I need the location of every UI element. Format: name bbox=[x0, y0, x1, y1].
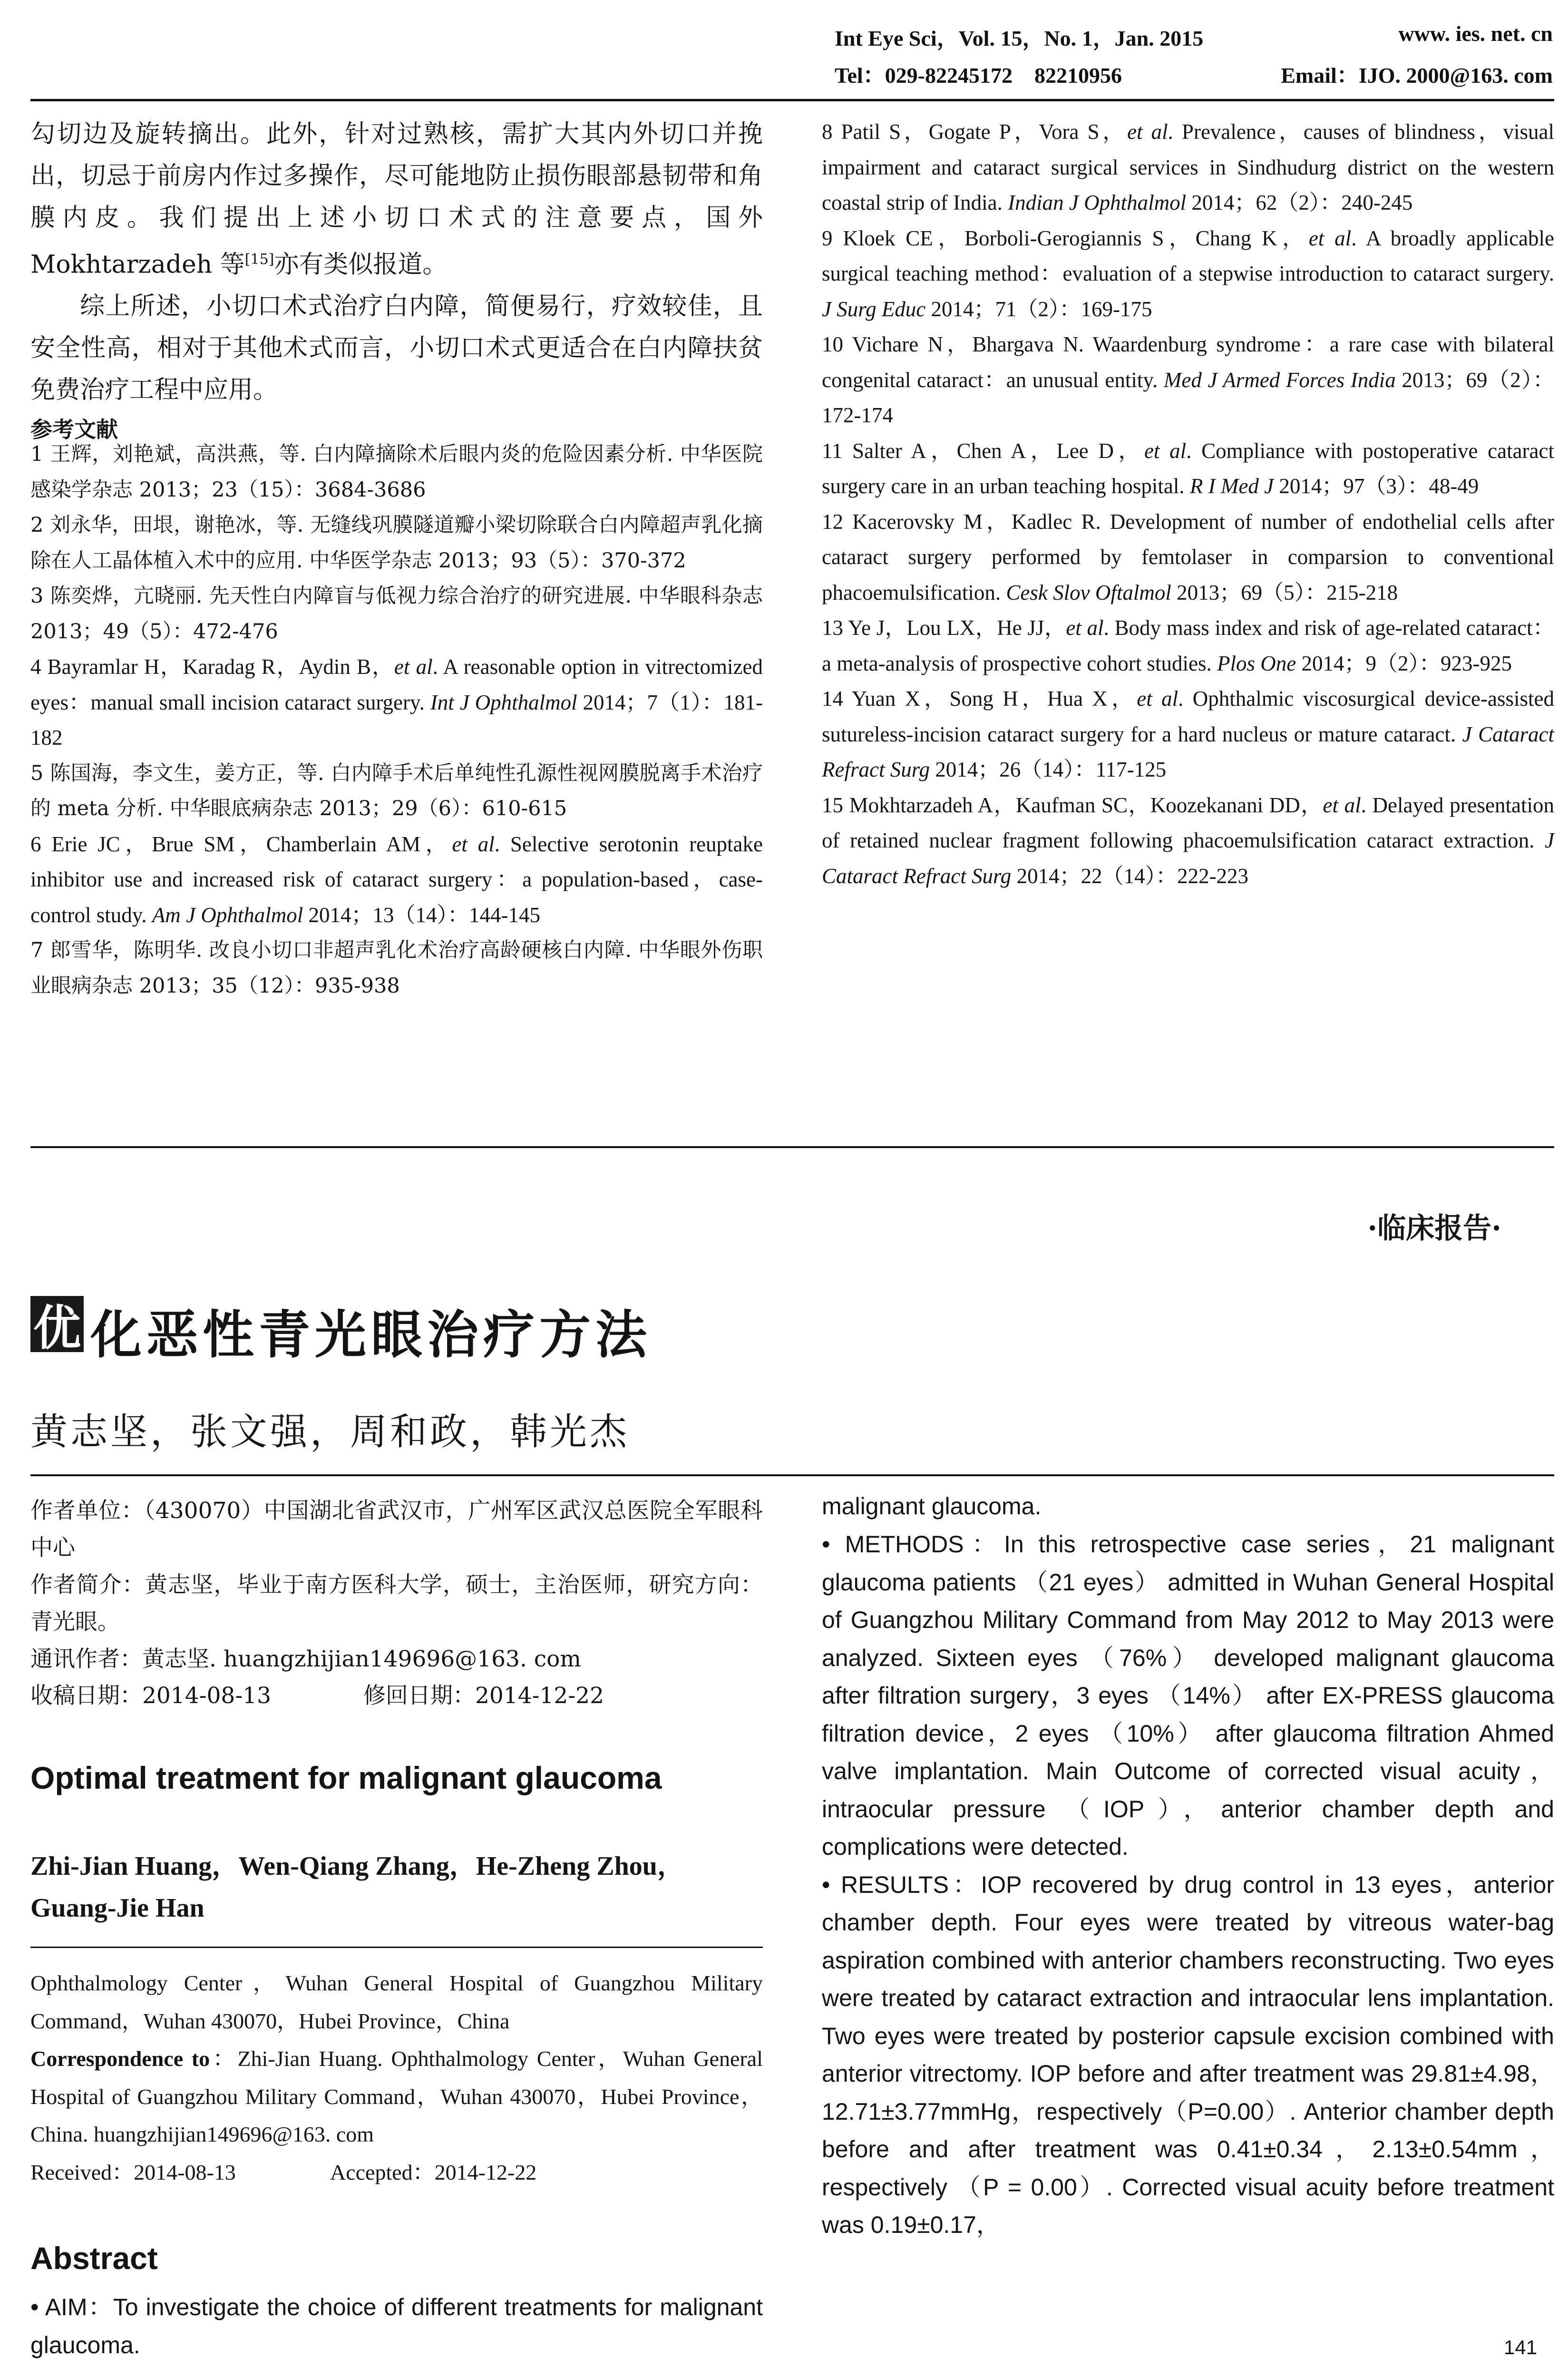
section-tag: ·临床报告· bbox=[1367, 1212, 1501, 1245]
references-heading: 参考文献 bbox=[30, 417, 118, 443]
article-title-zh: 化恶性青光眼治疗方法 bbox=[90, 1305, 652, 1365]
authors-en-block bbox=[30, 1845, 763, 1929]
affiliation-en-block bbox=[30, 1964, 763, 2191]
title-rule bbox=[30, 1474, 1554, 1476]
references-list-left bbox=[30, 437, 763, 1003]
authors-zh: 黄志坚，张文强，周和政，韩光杰 bbox=[30, 1411, 630, 1453]
header-rule bbox=[30, 99, 1554, 101]
reference-item: 13 Ye J，Lou LX，He JJ，et al. Body mass index and risk of age-related cataract：a meta-analysis of prospective cohort studies. Plos One 2014；9（2）：923-925 bbox=[822, 616, 1554, 675]
paragraph: 综上所述，小切口术式治疗白内障，简便易行，疗效较佳，且安全性高，相对于其他术式而言，小切口术式更适合在白内障扶贫免费治疗工程中应用。 bbox=[30, 292, 763, 405]
journal-website: www. ies. net. cn bbox=[1398, 21, 1553, 46]
author-bio-zh: 作者简介：黄志坚，毕业于南方医科大学，硕士，主治医师，研究方向：青光眼。 bbox=[30, 1572, 763, 1635]
journal-tel: Tel：029-82245172 82210956 bbox=[835, 63, 1122, 88]
reference-item: 5 陈国海，李文生，姜方正，等. 白内障手术后单纯性孔源性视网膜脱离手术治疗的 meta 分析. 中华眼底病杂志 2013；29（6）：610-615 bbox=[30, 761, 763, 820]
reference-item: 10 Vichare N，Bhargava N. Waardenburg syndrome：a rare case with bilateral congenital cataract：an unusual entity. Med J Armed Forces India 2013；69（2）：172-174 bbox=[822, 332, 1554, 427]
article-title-en: Optimal treatment for malignant glaucoma bbox=[30, 1760, 662, 1795]
abstract-right-column bbox=[822, 1488, 1554, 2244]
previous-article-conclusion bbox=[30, 113, 763, 446]
reference-item: 3 陈奕烨，亢晓丽. 先天性白内障盲与低视力综合治疗的研究进展. 中华眼科杂志 2013；49（5）：472-476 bbox=[30, 584, 763, 643]
accepted-date-en: Accepted：2014-12-22 bbox=[330, 2160, 537, 2184]
author-info-zh bbox=[30, 1492, 763, 1710]
article-divider bbox=[30, 1146, 1554, 1148]
abstract-aim-continued: malignant glaucoma. bbox=[822, 1493, 1042, 1520]
reference-item: 15 Mokhtarzadeh A，Kaufman SC，Koozekanani DD，et al. Delayed presentation of retained nuclear fragment following phacoemulsification cataract extraction. J Cataract Refract Surg 2014；22（14）：222-223 bbox=[822, 793, 1554, 888]
received-date-en: Received：2014-08-13 bbox=[30, 2160, 236, 2184]
page-number: 141 bbox=[1504, 2336, 1538, 2358]
abstract-heading: Abstract bbox=[30, 2241, 158, 2276]
reference-item: 2 刘永华，田垠，谢艳冰，等. 无缝线巩膜隧道瓣小梁切除联合白内障超声乳化摘除在人工晶体植入术中的应用. 中华医学杂志 2013；93（5）：370-372 bbox=[30, 513, 763, 573]
abstract-aim: • AIM：To investigate the choice of different treatments for malignant glaucoma. bbox=[30, 2294, 763, 2358]
journal-citation: Int Eye Sci，Vol. 15，No. 1，Jan. 2015 bbox=[835, 26, 1204, 50]
reference-item: 14 Yuan X，Song H，Hua X，et al. Ophthalmic viscosurgical device-assisted sutureless-incision cataract surgery for a hard nucleus or mature cataract. J Cataract Refract Surg 2014；26（14）：117-125 bbox=[822, 687, 1554, 781]
abstract-results: • RESULTS：IOP recovered by drug control in 13 eyes，anterior chamber depth. Four eyes were treated by vitreous water-bag aspiration combined with anterior chambers reconstructing. Two eyes were treated by cataract extraction and intraocular lens implantation. Two eyes were treated by posterior capsule excision combined with anterior vitrectomy. IOP before and after treatment was 29.81±4.98，12.71±3.77mmHg，respectively（P=0.00）. Anterior chamber depth before and after treatment was 0.41±0.34，2.13±0.54mm，respectively （P = 0.00）. Corrected visual acuity before treatment was 0.19±0.17， bbox=[822, 1871, 1554, 2238]
reference-item: 9 Kloek CE，Borboli-Gerogiannis S，Chang K，et al. A broadly applicable surgical teaching method：evaluation of a stepwise introduction to cataract surgery. J Surg Educ 2014；71（2）：169-175 bbox=[822, 226, 1554, 321]
reference-item: 8 Patil S，Gogate P，Vora S，et al. Prevalence，causes of blindness，visual impairment and cataract surgical services in Sindhudurg district on the western coastal strip of India. Indian J Ophthalmol 2014；62（2）：240-245 bbox=[822, 120, 1554, 214]
abstract-methods: • METHODS：In this retrospective case series，21 malignant glaucoma patients （21 eyes） admitted in Wuhan General Hospital of Guangzhou Military Command from May 2012 to May 2013 were analyzed. Sixteen eyes （76%） developed malignant glaucoma after filtration surgery，3 eyes （14%） after EX-PRESS glaucoma filtration device，2 eyes （10%） after glaucoma filtration Ahmed valve implantation. Main Outcome of corrected visual acuity，intraocular pressure （IOP），anterior chamber depth and complications were detected. bbox=[822, 1531, 1554, 1860]
reference-item: 7 郎雪华，陈明华. 改良小切口非超声乳化术治疗高龄硬核白内障. 中华眼外伤职业眼病杂志 2013；35（12）：935-938 bbox=[30, 938, 763, 998]
affiliation-en: Ophthalmology Center，Wuhan General Hospital of Guangzhou Military Command，Wuhan 430070，Hubei Province，China bbox=[30, 1971, 763, 2033]
affiliation-zh: 作者单位：（430070）中国湖北省武汉市，广州军区武汉总医院全军眼科中心 bbox=[30, 1498, 763, 1561]
reference-item: 1 王辉，刘艳斌，高洪燕，等. 白内障摘除术后眼内炎的危险因素分析. 中华医院感染学杂志 2013；23（15）：3684-3686 bbox=[30, 442, 763, 502]
authors-rule bbox=[30, 1947, 763, 1948]
correspondence-en: Correspondence to：Zhi-Jian Huang. Ophthalmology Center，Wuhan General Hospital of Guangzhou Military Command，Wuhan 430070，Hubei Province，China. huangzhijian149696@163. com bbox=[30, 2046, 763, 2146]
abstract-aim-start bbox=[30, 2289, 763, 2358]
revised-date-zh: 修回日期：2014-12-22 bbox=[363, 1683, 604, 1709]
dates-en bbox=[30, 2153, 763, 2192]
correspondence-zh: 通讯作者：黄志坚. huangzhijian149696@163. com bbox=[30, 1646, 581, 1672]
citation-marker: [15] bbox=[244, 251, 274, 268]
reference-item: 4 Bayramlar H，Karadag R，Aydin B，et al. A reasonable option in vitrectomized eyes：manual small incision cataract surgery. Int J Ophthalmol 2014；7（1）：181-182 bbox=[30, 655, 763, 750]
title-initial-box: 优 bbox=[30, 1296, 84, 1352]
paragraph: 勾切边及旋转摘出。此外，针对过熟核，需扩大其内外切口并挽出，切忌于前房内作过多操作，尽可能地防止损伤眼部悬韧带和角膜内皮。我们提出上述小切口术式的注意要点，国外 Mokhtarzadeh 等[15]亦有类似报道。 bbox=[30, 120, 763, 279]
references-list-right bbox=[822, 114, 1554, 894]
reference-item: 6 Erie JC，Brue SM，Chamberlain AM，et al. Selective serotonin reuptake inhibitor use and increased risk of cataract surgery：a population-based，case-control study. Am J Ophthalmol 2014；13（14）：144-145 bbox=[30, 832, 763, 927]
reference-item: 11 Salter A，Chen A，Lee D，et al. Compliance with postoperative cataract surgery care in an urban teaching hospital. R I Med J 2014；97（3）：48-49 bbox=[822, 438, 1554, 498]
authors-en: Zhi-Jian Huang，Wen-Qiang Zhang，He-Zheng Zhou，Guang-Jie Han bbox=[30, 1851, 684, 1923]
received-date-zh: 收稿日期：2014-08-13 bbox=[30, 1683, 271, 1709]
reference-item: 12 Kacerovsky M，Kadlec R. Development of number of endothelial cells after cataract surgery performed by femtolaser in comparsion to conventional phacoemulsification. Cesk Slov Oftalmol 2013；69（5）：215-218 bbox=[822, 509, 1554, 604]
dates-zh bbox=[30, 1678, 763, 1710]
journal-email: Email：IJO. 2000@163. com bbox=[1281, 63, 1553, 88]
